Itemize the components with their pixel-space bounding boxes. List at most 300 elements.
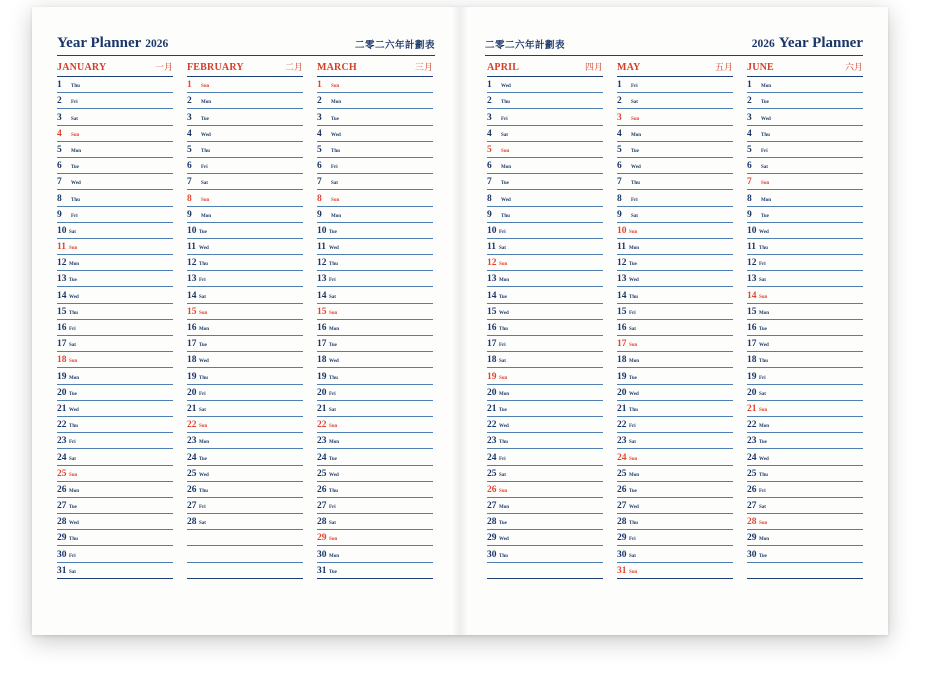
day-of-week: Mon [629,246,639,252]
day-of-week: Thu [761,132,770,138]
day-number: 19 [187,371,197,382]
day-number: 13 [57,274,67,285]
month-header [487,57,603,77]
day-number: 8 [57,193,62,204]
day-row [57,401,173,417]
day-of-week: Fri [631,197,638,203]
day-number: 16 [187,323,197,333]
day-of-week: Thu [201,148,210,154]
day-number: 29 [57,533,67,544]
day-number: 6 [57,161,62,172]
day-row [187,174,303,190]
day-row [747,93,863,109]
day-number: 25 [617,468,627,479]
day-number: 15 [317,306,327,317]
day-of-week: Sat [759,278,766,284]
day-number: 4 [57,128,62,139]
day-number: 22 [487,420,497,431]
day-number: 12 [57,258,67,269]
day-row [317,126,433,142]
right-page-header [485,33,863,56]
day-row [57,126,173,142]
day-number: 20 [487,387,497,398]
day-number: 3 [317,112,322,123]
day-of-week: Tue [329,229,337,235]
day-number: 2 [317,96,322,107]
day-number: 24 [317,452,327,463]
day-of-week: Tue [629,262,637,268]
month-column-january [57,57,173,579]
day-row [487,385,603,401]
day-row [187,498,303,514]
day-number: 5 [747,144,752,155]
month-name: APRIL [487,62,520,73]
day-of-week: Fri [759,262,766,268]
day-row [57,417,173,433]
day-of-week: Tue [199,456,207,462]
day-number: 30 [57,549,67,560]
day-of-week: Wed [759,343,769,349]
day-number: 20 [57,387,67,398]
day-row [187,223,303,239]
day-of-week: Fri [71,213,78,219]
day-of-week: Wed [69,407,79,413]
day-number: 22 [317,420,327,431]
day-row [317,433,433,449]
day-row [317,190,433,206]
day-row [317,109,433,125]
day-row [747,466,863,482]
right-page-title [752,34,863,52]
day-number: 22 [747,420,757,431]
month-name: JUNE [747,62,774,73]
day-number: 6 [487,161,492,172]
day-row [487,433,603,449]
day-number: 22 [617,420,627,431]
day-of-week: Thu [329,488,338,494]
day-row [57,514,173,530]
day-row [617,142,733,158]
planner-spread [32,7,888,635]
day-of-week: Wed [199,246,209,252]
day-of-week: Thu [199,262,208,268]
day-number: 1 [617,80,622,91]
day-of-week: Wed [329,359,339,365]
day-row [57,336,173,352]
day-row [57,93,173,109]
day-of-week: Tue [629,375,637,381]
day-of-week: Mon [499,505,509,511]
day-row [317,77,433,93]
day-row [57,563,173,579]
right-page [460,7,888,635]
day-row [57,158,173,174]
day-row [747,77,863,93]
day-of-week: Sun [71,132,80,138]
day-number: 5 [187,144,192,155]
day-row [747,336,863,352]
day-number: 2 [617,96,622,107]
day-number: 14 [187,290,197,301]
day-of-week: Thu [759,359,768,365]
day-row [487,207,603,223]
day-number: 8 [187,193,192,204]
day-of-week: Thu [69,537,78,543]
day-of-week: Sat [69,343,76,349]
day-of-week: Tue [199,343,207,349]
day-of-week: Tue [499,521,507,527]
day-row [617,190,733,206]
day-row [747,287,863,303]
day-of-week: Sat [69,456,76,462]
day-row [617,126,733,142]
day-row [57,109,173,125]
day-row [487,190,603,206]
day-number: 19 [487,371,497,382]
day-of-week: Thu [759,472,768,478]
day-row [617,352,733,368]
day-of-week: Mon [329,553,339,559]
day-of-week: Fri [329,505,336,511]
day-number: 24 [747,452,757,463]
day-number: 13 [617,274,627,285]
day-of-week: Tue [329,456,337,462]
day-number: 17 [317,339,327,350]
day-row [317,368,433,384]
day-of-week: Fri [331,165,338,171]
day-row [617,417,733,433]
day-row [617,385,733,401]
day-row [57,239,173,255]
day-number: 9 [187,209,192,220]
day-number: 12 [487,258,497,269]
day-row [747,174,863,190]
day-row [617,546,733,562]
day-row [487,223,603,239]
day-row [187,482,303,498]
day-number: 23 [317,436,327,447]
day-of-week: Mon [199,327,209,332]
empty-day-row [487,563,603,579]
day-of-week: Wed [331,132,341,138]
day-row [187,126,303,142]
day-number: 31 [57,565,67,576]
day-row [187,207,303,223]
month-column-march [317,57,433,579]
day-row [57,449,173,465]
day-row [317,255,433,271]
day-of-week: Mon [759,537,769,543]
day-number: 2 [57,96,62,107]
day-row [317,239,433,255]
day-number: 18 [187,355,197,366]
day-of-week: Mon [201,213,211,219]
day-of-week: Wed [761,116,771,122]
day-row [747,482,863,498]
day-number: 15 [57,306,67,317]
day-number: 7 [487,177,492,188]
day-number: 4 [187,128,192,139]
day-number: 25 [317,468,327,479]
day-number: 26 [317,484,327,495]
month-name-cjk: 六月 [844,63,863,73]
day-number: 16 [747,323,757,333]
day-number: 16 [617,323,627,333]
day-number: 9 [317,209,322,220]
day-of-week: Sun [759,294,768,300]
day-number: 14 [317,290,327,301]
day-of-week: Wed [199,472,209,478]
day-of-week: Tue [761,213,769,219]
day-row [317,530,433,546]
month-name: FEBRUARY [187,62,244,73]
day-of-week: Sun [329,424,338,430]
day-of-week: Mon [631,132,641,138]
day-of-week: Sat [71,116,78,122]
planner-title-cjk: 二零二六年計劃表 [485,40,566,51]
day-number: 23 [57,436,67,447]
day-number: 20 [617,387,627,398]
day-number: 18 [57,355,67,366]
day-number: 3 [487,112,492,123]
day-row [57,320,173,336]
day-number: 20 [317,387,327,398]
day-of-week: Tue [759,440,767,446]
day-of-week: Tue [499,294,507,300]
day-of-week: Sun [499,262,508,268]
day-of-week: Mon [331,100,341,106]
day-of-week: Sun [331,197,340,203]
day-number: 11 [617,242,626,253]
month-header [187,57,303,77]
day-row [317,449,433,465]
day-row [747,498,863,514]
day-number: 9 [487,209,492,220]
day-number: 11 [57,242,66,253]
day-number: 3 [617,112,622,123]
day-number: 19 [317,371,327,382]
day-of-week: Fri [499,343,506,349]
day-of-week: Sun [69,472,78,478]
day-number: 17 [57,339,67,350]
day-row [747,385,863,401]
day-of-week: Mon [761,84,771,90]
day-of-week: Wed [69,294,79,300]
day-row [187,466,303,482]
empty-day-row [187,546,303,562]
planner-year: 2026 [751,38,775,50]
day-of-week: Tue [71,165,79,171]
day-of-week: Wed [629,391,639,397]
day-row [187,255,303,271]
day-number: 15 [617,306,627,317]
day-of-week: Thu [501,100,510,106]
day-number: 24 [617,452,627,463]
day-row [747,158,863,174]
day-of-week: Sat [199,294,206,300]
day-row [487,449,603,465]
day-row [747,304,863,320]
day-number: 17 [187,339,197,350]
day-of-week: Sat [199,407,206,413]
day-number: 18 [617,355,627,366]
day-number: 9 [747,209,752,220]
day-row [747,514,863,530]
day-row [317,482,433,498]
planner-title: Year Planner [778,35,863,51]
day-row [747,271,863,287]
day-row [617,304,733,320]
day-number: 1 [487,80,492,91]
day-of-week: Sun [629,569,638,575]
day-of-week: Sun [759,407,768,413]
day-row [617,401,733,417]
day-number: 11 [317,242,326,253]
day-number: 22 [187,420,197,431]
day-row [747,255,863,271]
day-of-week: Tue [201,116,209,122]
day-of-week: Thu [629,407,638,413]
day-number: 30 [617,549,627,560]
day-of-week: Mon [199,440,209,446]
day-of-week: Thu [329,375,338,381]
day-of-week: Sun [69,246,78,252]
day-row [317,207,433,223]
day-row [617,433,733,449]
day-number: 27 [747,501,757,512]
day-number: 14 [57,290,67,301]
day-row [187,109,303,125]
day-row [187,417,303,433]
month-name-cjk: 三月 [414,63,433,73]
day-number: 29 [317,533,327,544]
day-of-week: Sat [759,391,766,397]
day-row [57,368,173,384]
day-number: 28 [487,517,497,528]
day-row [617,368,733,384]
month-column-june [747,57,863,579]
day-row [187,93,303,109]
day-number: 3 [187,112,192,123]
day-row [487,320,603,336]
day-row [317,174,433,190]
day-number: 28 [747,517,757,528]
day-of-week: Sun [631,116,640,122]
day-row [317,158,433,174]
month-column-february [187,57,303,579]
day-row [187,304,303,320]
day-row [57,530,173,546]
day-row [487,271,603,287]
day-number: 11 [187,242,196,253]
day-row [487,109,603,125]
day-row [187,320,303,336]
day-row [617,498,733,514]
day-row [57,498,173,514]
day-row [317,320,433,336]
day-of-week: Tue [329,569,337,575]
day-of-week: Mon [629,359,639,365]
day-of-week: Fri [629,310,636,316]
day-row [617,223,733,239]
day-number: 12 [747,258,757,269]
day-row [487,530,603,546]
day-row [57,482,173,498]
day-number: 5 [617,144,622,155]
month-header [747,57,863,77]
day-number: 10 [187,225,197,236]
day-of-week: Wed [501,197,511,203]
day-number: 22 [57,420,67,431]
day-row [487,93,603,109]
day-row [487,77,603,93]
day-number: 27 [187,501,197,512]
day-number: 6 [747,161,752,172]
day-number: 24 [487,452,497,463]
month-name-cjk: 二月 [284,63,303,73]
day-row [57,271,173,287]
day-of-week: Tue [501,181,509,187]
day-number: 4 [317,128,322,139]
day-number: 23 [487,436,497,447]
day-row [187,190,303,206]
day-of-week: Fri [329,278,336,284]
day-row [747,401,863,417]
day-row [487,174,603,190]
day-row [57,433,173,449]
day-of-week: Thu [501,213,510,219]
day-row [617,449,733,465]
day-of-week: Sun [629,456,638,462]
day-of-week: Sat [629,440,636,446]
day-of-week: Sun [329,537,338,543]
day-row [747,223,863,239]
day-number: 17 [487,339,497,350]
day-row [317,546,433,562]
day-number: 11 [487,242,496,253]
day-of-week: Tue [199,229,207,235]
day-number: 2 [187,96,192,107]
day-of-week: Sat [629,553,636,559]
day-number: 13 [187,274,197,285]
day-row [317,304,433,320]
day-of-week: Fri [761,148,768,154]
day-of-week: Sat [629,327,636,332]
day-number: 24 [187,452,197,463]
day-of-week: Sat [631,100,638,106]
day-of-week: Sun [499,488,508,494]
left-page-header [57,33,435,56]
day-of-week: Sun [199,424,208,430]
day-of-week: Sat [499,472,506,478]
day-row [487,255,603,271]
empty-day-row [747,563,863,579]
day-of-week: Mon [499,278,509,284]
day-number: 31 [317,565,327,576]
day-row [487,466,603,482]
day-row [487,482,603,498]
day-number: 17 [747,339,757,350]
day-of-week: Sun [759,521,768,527]
day-number: 17 [617,339,627,350]
day-row [617,466,733,482]
day-row [617,109,733,125]
day-of-week: Sat [759,505,766,511]
day-of-week: Fri [69,440,76,446]
day-row [617,174,733,190]
day-number: 2 [747,96,752,107]
day-of-week: Sun [761,181,770,187]
